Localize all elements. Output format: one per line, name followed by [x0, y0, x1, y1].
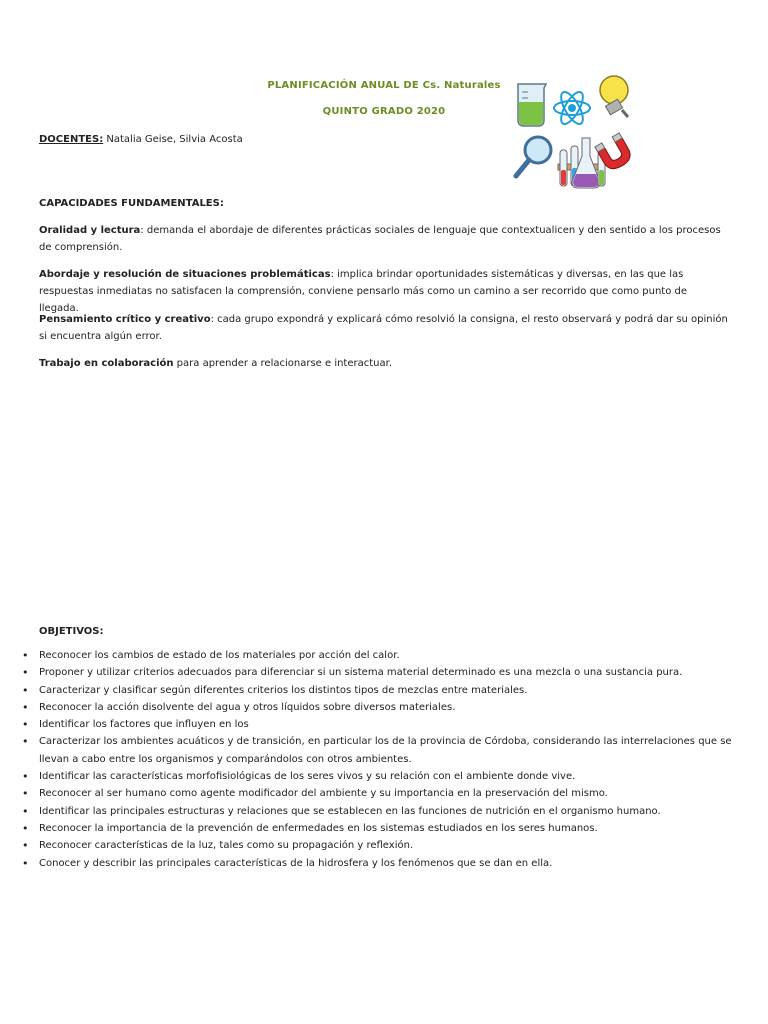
atom-icon [554, 89, 590, 127]
list-item: • Caracterizar los ambientes acuáticos y de transición, en particular los de la provincia de Córdoba, considerando las interrelaciones que se llevan a cabo entre los organismos y comparándolos con otros ambientes. [22, 733, 732, 768]
list-item: • Identificar las principales estructuras y relaciones que se establecen en las funciones de nutrición en el organismo humano. [22, 803, 732, 820]
list-item: • Reconocer al ser humano como agente modificador del ambiente y su importancia en la preservación del mismo. [22, 785, 732, 802]
capacidad-oralidad [39, 222, 729, 256]
capacidad-text: para aprender a relacionarse e interactuar. [173, 358, 393, 369]
document-title: PLANIFICACIÓN ANUAL DE Cs. Naturales [267, 80, 501, 91]
lightbulb-icon [600, 76, 628, 117]
docentes-line [39, 131, 539, 148]
list-item: • Caracterizar y clasificar según diferentes criterios los distintos tipos de mezclas entre materiales. [22, 682, 732, 699]
beaker-icon [518, 84, 546, 126]
list-item: • Reconocer características de la luz, tales como su propagación y reflexión. [22, 837, 732, 854]
capacidad-trabajo [39, 355, 729, 372]
docentes-label: DOCENTES: [39, 134, 104, 145]
capacidad-text: : cada grupo expondrá y explicará cómo resolvió la consigna, el resto observará y podrá dar su opinión si encuentra algún error. [39, 314, 728, 342]
capacidad-pensamiento [39, 311, 729, 345]
objetivos-heading: OBJETIVOS: [39, 626, 104, 637]
list-item: • Identificar los factores que influyen en los [22, 716, 732, 733]
objetivos-list [22, 647, 732, 872]
capacidad-term: Abordaje y resolución de situaciones problemáticas [39, 269, 331, 280]
list-item: • Reconocer la importancia de la prevención de enfermedades en los sistemas estudiados en los seres humanos. [22, 820, 732, 837]
list-item: • Conocer y describir las principales características de la hidrosfera y los fenómenos que se dan en ella. [22, 855, 732, 872]
capacidades-heading: CAPACIDADES FUNDAMENTALES: [39, 198, 224, 209]
list-item: • Proponer y utilizar criterios adecuados para diferenciar si un sistema material determinado es una mezcla o una sustancia pura. [22, 664, 732, 681]
capacidad-text: : implica brindar oportunidades sistemáticas y diversas, en las que las respuestas inmediatas no satisfacen la comprensión, conviene pensarlo más como un camino a ser recorrido que como punto de llegada. [39, 269, 687, 314]
list-item: • Identificar las características morfofisiológicas de los seres vivos y su relación con el ambiente donde vive. [22, 768, 732, 785]
capacidad-term: Trabajo en colaboración [39, 358, 174, 369]
list-item: • Reconocer la acción disolvente del agua y otros líquidos sobre diversos materiales. [22, 699, 732, 716]
capacidad-text: : demanda el abordaje de diferentes prácticas sociales de lenguaje que contextualicen y den sentido a los procesos de comprensión. [39, 225, 721, 253]
document-subtitle: QUINTO GRADO 2020 [322, 106, 446, 117]
capacidad-term: Pensamiento crítico y creativo [39, 314, 211, 325]
list-item: • Reconocer los cambios de estado de los materiales por acción del calor. [22, 647, 732, 664]
docentes-names: Natalia Geise, Silvia Acosta [103, 134, 243, 145]
capacidad-abordaje [39, 266, 729, 317]
capacidad-term: Oralidad y lectura [39, 225, 141, 236]
